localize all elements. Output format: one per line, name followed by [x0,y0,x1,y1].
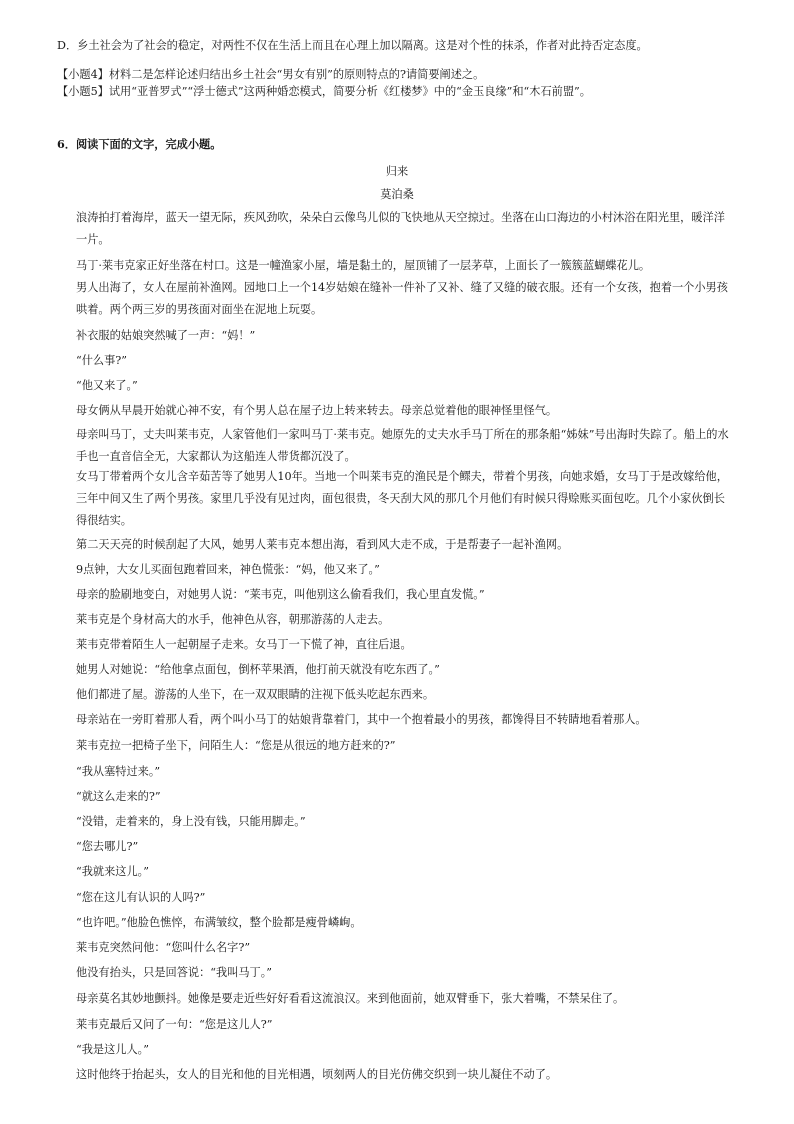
paragraph: “我就来这儿。” [76,865,149,878]
paragraph: “我从塞特过来。” [76,765,161,778]
paragraph: 她男人对她说：“给他拿点面包，倒杯苹果酒，他打前天就没有吃东西了。” [76,663,440,676]
question-4: 【小题4】材料二是怎样论述归结出乡土社会“男女有别”的原则特点的?请简要阐述之。 [57,68,485,81]
paragraph: “也许吧。”他脸色憔悴，布满皱纹，整个脸都是瘦骨嶙峋。 [76,916,362,929]
paragraph: “他又来了。” [76,379,138,392]
paragraph: 补衣服的姑娘突然喊了一声：“妈！” [76,329,256,342]
paragraph: 马丁·莱韦克家正好坐落在村口。这是一幢渔家小屋，墙是黏土的，屋顶铺了一层茅草，上面长了一簇簇蓝蝴蝶花儿。 [76,259,651,272]
question-5: 【小题5】试用“亚普罗式”“浮士德式”这两种婚恋模式，简要分析《红楼梦》中的“金玉良缘”和“木石前盟”。 [57,85,591,98]
paragraph: “您在这儿有认识的人吗?” [76,891,206,904]
paragraph: 他们都进了屋。游荡的人坐下，在一双双眼睛的注视下低头吃起东西来。 [76,688,435,701]
paragraph: 浪涛拍打着海岸，蓝天一望无际，疾风劲吹，朵朵白云像鸟儿似的飞快地从天空掠过。坐落在山口海边的小村沐浴在阳光里，暖洋洋一片。 [76,211,725,246]
paragraph: “什么事?” [76,354,127,367]
paragraph: 这时他终于抬起头，女人的目光和他的目光相遇，顷刻两人的目光仿佛交织到一块儿凝住不动了。 [76,1068,558,1081]
paragraph: 莱韦克最后又问了一句：“您是这儿人?” [76,1018,273,1031]
paragraph: 莱韦克是个身材高大的水手，他神色从容，朝那游荡的人走去。 [76,613,390,626]
paragraph: 母亲叫马丁，丈夫叫莱韦克，人家管他们一家叫马丁·莱韦克。她原先的丈夫水手马丁所在的那条船“姊妹”号出海时失踪了。船上的水手也一直音信全无，大家都认为这船连人带货都沉没了。 [76,428,729,463]
paragraph: 母亲莫名其妙地颤抖。她像是要走近些好好看看这流浪汉。来到他面前，她双臂垂下，张大着嘴，不禁呆住了。 [76,992,625,1005]
paragraph: 母亲站在一旁盯着那人看，两个叫小马丁的姑娘背靠着门，其中一个抱着最小的男孩，都馋得目不转睛地看着那人。 [76,713,647,726]
paragraph: 男人出海了，女人在屋前补渔网。园地口上一个14岁姑娘在缝补一件补了又补、缝了又缝的破衣服。还有一个女孩，抱着一个小男孩哄着。两个两三岁的男孩面对面坐在泥地上玩耍。 [76,281,728,316]
section-6-heading: 6．阅读下面的文字，完成小题。 [57,137,222,151]
paragraph: “您去哪儿?” [76,840,139,853]
paragraph: 莱韦克拉一把椅子坐下，问陌生人：“您是从很远的地方赶来的?” [76,739,396,752]
paragraph: 莱韦克突然问他：“您叫什么名字?” [76,941,251,954]
paragraph: 母亲的脸刷地变白，对她男人说：“莱韦克，叫他别这么偷看我们，我心里直发慌。” [76,588,485,601]
story-author: 莫泊桑 [380,188,414,201]
paragraph: “我是这儿人。” [76,1043,149,1056]
paragraph: 他没有抬头，只是回答说：“我叫马丁。” [76,966,273,979]
paragraph: “就这么走来的?” [76,790,161,803]
paragraph: 母女俩从早晨开始就心神不安，有个男人总在屋子边上转来转去。母亲总觉着他的眼神怪里怪气。 [76,404,558,417]
paragraph: 第二天天亮的时候刮起了大风，她男人莱韦克本想出海，看到风大走不成，于是帮妻子一起补渔网。 [76,538,569,551]
paragraph: 莱韦克带着陌生人一起朝屋子走来。女马丁一下慌了神，直往后退。 [76,638,412,651]
paragraph: 女马丁带着两个女儿含辛茹苦等了她男人10年。当地一个叫莱韦克的渔民是个鳏夫，带着个男孩，向她求婚，女马丁于是改嫁给他，三年中间又生了两个男孩。家里几乎没有见过肉，面包很贵，冬天刮大风的那几个月他们有时候只得赊账买面包吃。几个小家伙倒长得很结实。 [76,470,728,527]
option-d-text: D．乡土社会为了社会的稳定，对两性不仅在生活上而且在心理上加以隔离。这是对个性的抹杀，作者对此持否定态度。 [57,39,648,52]
paragraph: “没错，走着来的，身上没有钱，只能用脚走。” [76,815,306,828]
paragraph: 9点钟，大女儿买面包跑着回来，神色慌张：“妈，他又来了。” [76,563,380,576]
story-title: 归来 [385,165,409,178]
